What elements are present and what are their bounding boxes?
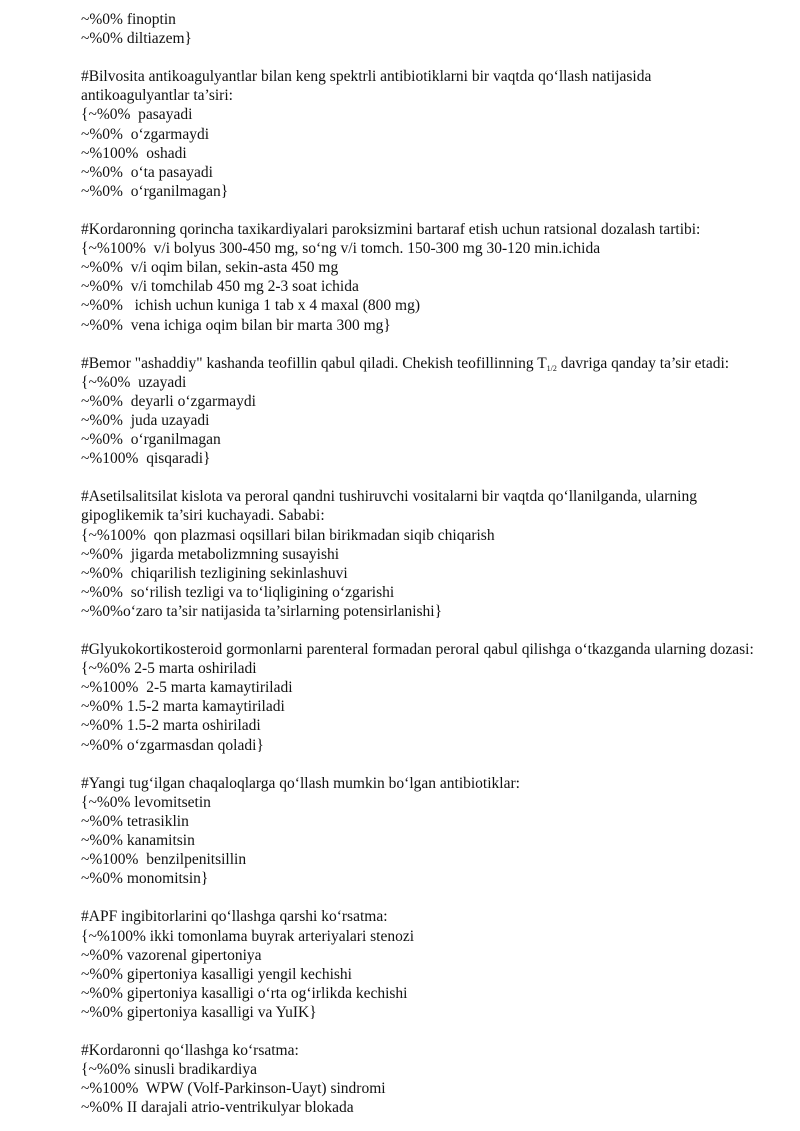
answer-option: {~%0% uzayadi bbox=[81, 373, 187, 391]
answer-option: ~%0% 1.5-2 marta kamaytiriladi bbox=[81, 698, 285, 716]
question-text: #Asetilsalitsilat kislota va peroral qandni tushiruvchi vositalarni bir vaqtda qo‘llanilganda, ularning gipoglikemik ta’siri kuchayadi. Sababi: bbox=[81, 488, 697, 525]
question-text: #Kordaronni qo‘llashga ko‘rsatma: bbox=[81, 1042, 299, 1060]
answer-option: ~%100% WPW (Volf-Parkinson-Uayt) sindromi bbox=[81, 1080, 386, 1098]
question-block bbox=[81, 220, 761, 335]
answer-option: ~%0% ichish uchun kuniga 1 tab x 4 maxal (800 mg) bbox=[81, 297, 420, 315]
answer-option: {~%0% 2-5 marta oshiriladi bbox=[81, 660, 257, 678]
answer-option: ~%0% o‘zgarmaydi bbox=[81, 125, 210, 143]
answer-option: ~%100% 2-5 marta kamaytiriladi bbox=[81, 679, 293, 697]
answer-option: {~%0% sinusli bradikardiya bbox=[81, 1061, 257, 1079]
question-block bbox=[81, 67, 761, 201]
question-block bbox=[81, 640, 761, 755]
answer-option: ~%0% diltiazem} bbox=[81, 30, 192, 48]
answer-option: ~%0%o‘zaro ta’sir natijasida ta’sirlarning potensirlanishi} bbox=[81, 602, 443, 620]
answer-option: ~%0% o‘rganilmagan bbox=[81, 431, 221, 449]
answer-option: {~%100% v/i bolyus 300-450 mg, so‘ng v/i tomch. 150-300 mg 30-120 min.ichida bbox=[81, 240, 601, 258]
answer-option: ~%0% o‘zgarmasdan qoladi} bbox=[81, 736, 264, 754]
answer-option: ~%100% oshadi bbox=[81, 144, 187, 162]
answer-option: {~%0% levomitsetin bbox=[81, 793, 211, 811]
question-block bbox=[81, 774, 761, 889]
answer-option: ~%0% o‘rganilmagan} bbox=[81, 182, 229, 200]
question-text: #Yangi tug‘ilgan chaqaloqlarga qo‘llash mumkin bo‘lgan antibiotiklar: bbox=[81, 774, 520, 792]
answer-option: ~%0% kanamitsin bbox=[81, 832, 195, 850]
spacer bbox=[81, 48, 761, 67]
answer-option: ~%0% jigarda metabolizmning susayishi bbox=[81, 545, 340, 563]
answer-option: ~%100% benzilpenitsillin bbox=[81, 851, 247, 869]
answer-option: ~%0% gipertoniya kasalligi yengil kechishi bbox=[81, 965, 352, 983]
answer-option: ~%0% gipertoniya kasalligi va YuIK} bbox=[81, 1003, 317, 1021]
question-block bbox=[81, 354, 761, 469]
spacer bbox=[81, 468, 761, 487]
question-text: #APF ingibitorlarini qo‘llashga qarshi ko‘rsatma: bbox=[81, 908, 388, 926]
subscript: 1/2 bbox=[546, 363, 557, 373]
spacer bbox=[81, 335, 761, 354]
answer-option: ~%0% vazorenal gipertoniya bbox=[81, 946, 262, 964]
answer-option: ~%0% gipertoniya kasalligi o‘rta og‘irlikda kechishi bbox=[81, 984, 408, 1002]
answer-option: ~%0% v/i tomchilab 450 mg 2-3 soat ichida bbox=[81, 278, 359, 296]
spacer bbox=[81, 888, 761, 907]
spacer bbox=[81, 755, 761, 774]
answer-option: ~%0% juda uzayadi bbox=[81, 411, 210, 429]
spacer bbox=[81, 621, 761, 640]
answer-option: ~%0% monomitsin} bbox=[81, 870, 209, 888]
answer-option: {~%100% qon plazmasi oqsillari bilan birikmadan siqib chiqarish bbox=[81, 526, 495, 544]
spacer bbox=[81, 1022, 761, 1041]
question-text-part: davriga qanday ta’sir etadi: bbox=[556, 354, 730, 372]
answer-option: ~%0% finoptin bbox=[81, 11, 176, 28]
answer-option: {~%0% pasayadi bbox=[81, 106, 193, 124]
question-text: #Kordaronning qorincha taxikardiyalari paroksizmini bartaraf etish uchun ratsional dozalash tartibi: bbox=[81, 221, 701, 239]
document-page bbox=[81, 10, 761, 1117]
question-text-part: #Bemor "ashaddiy" kashanda teofillin qabul qiladi. Chekish teofillinning T bbox=[81, 354, 547, 372]
question-block bbox=[81, 907, 761, 1022]
question-text bbox=[81, 354, 761, 373]
question-text: #Bilvosita antikoagulyantlar bilan keng spektrli antibiotiklarni bir vaqtda qo‘llash natijasida antikoagulyantlar ta’siri: bbox=[81, 68, 652, 105]
question-block bbox=[81, 1041, 761, 1117]
answer-option: {~%100% ikki tomonlama buyrak arteriyalari stenozi bbox=[81, 927, 415, 945]
answer-option: ~%0% tetrasiklin bbox=[81, 812, 189, 830]
question-block bbox=[81, 487, 761, 621]
answer-option: ~%0% deyarli o‘zgarmaydi bbox=[81, 392, 256, 410]
answer-option: ~%0% chiqarilish tezligining sekinlashuvi bbox=[81, 564, 348, 582]
answer-option: ~%0% so‘rilish tezligi va to‘liqligining o‘zgarishi bbox=[81, 583, 395, 601]
answer-option: ~%0% o‘ta pasayadi bbox=[81, 163, 213, 181]
answer-option: ~%100% qisqaradi} bbox=[81, 450, 211, 468]
answer-option: ~%0% II darajali atrio-ventrikulyar blokada bbox=[81, 1099, 354, 1117]
spacer bbox=[81, 201, 761, 220]
answer-option: ~%0% 1.5-2 marta oshiriladi bbox=[81, 717, 261, 735]
answer-option: ~%0% vena ichiga oqim bilan bir marta 300 mg} bbox=[81, 316, 391, 334]
question-text: #Glyukokortikosteroid gormonlarni parenteral formadan peroral qabul qilishga o‘tkazganda ularning dozasi: bbox=[81, 641, 754, 659]
answer-option: ~%0% v/i oqim bilan, sekin-asta 450 mg bbox=[81, 259, 339, 277]
intro-options bbox=[81, 10, 761, 48]
